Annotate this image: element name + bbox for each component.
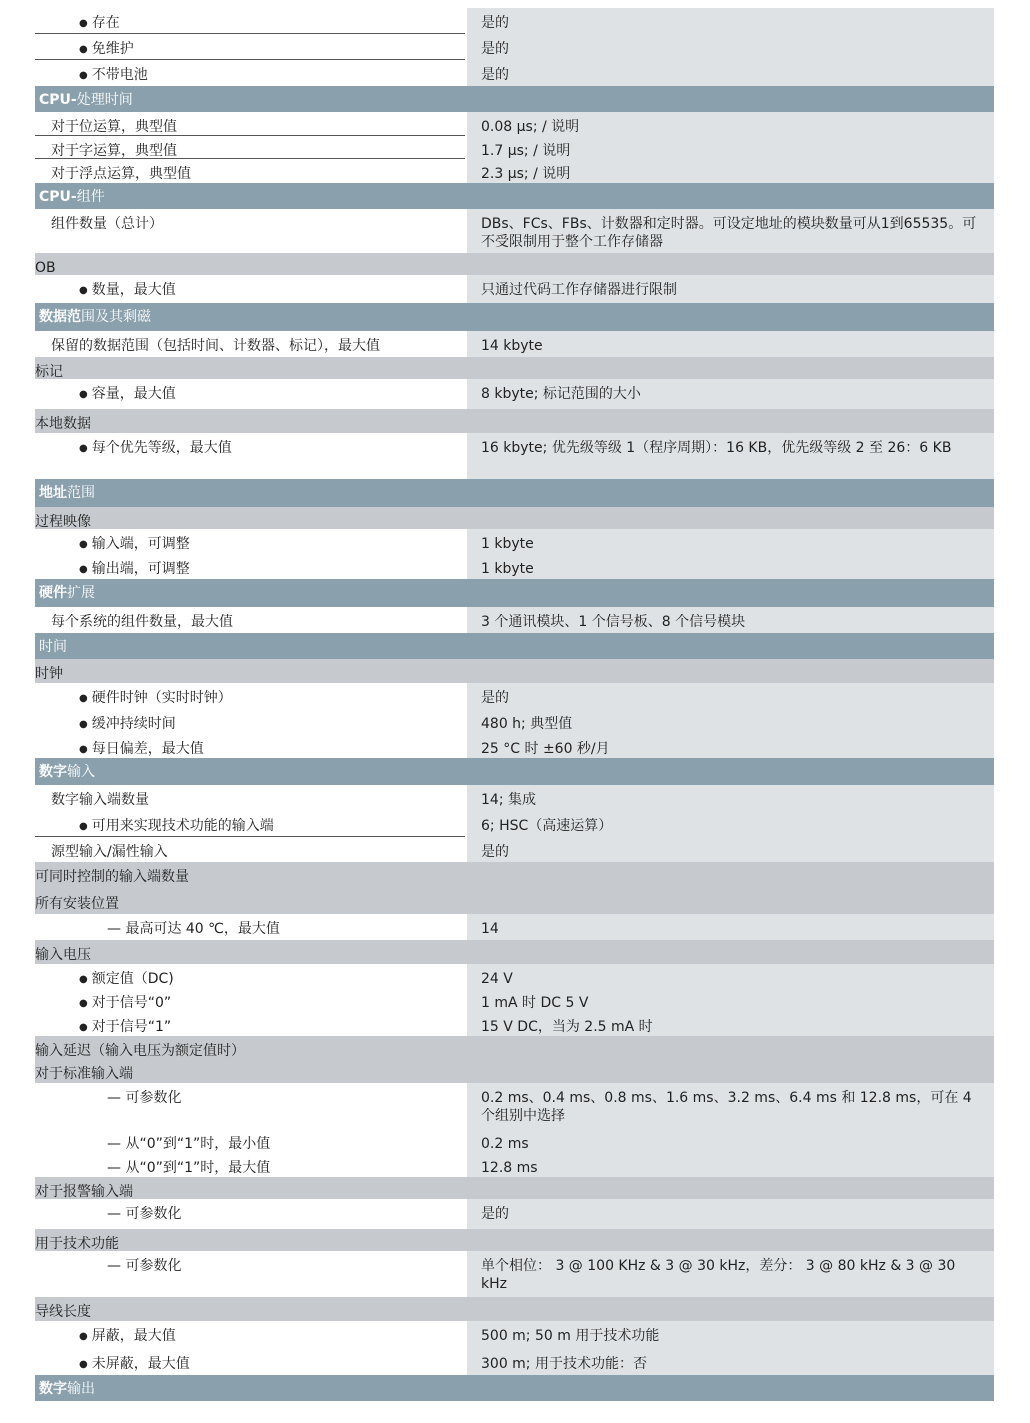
spec-label: ● 缓冲持续时间	[35, 709, 465, 734]
spec-label: 对于浮点运算，典型值	[51, 166, 191, 182]
spec-value: DBs、FCs、FBs、计数器和定时器。可设定地址的模块数量可从1到65535。可不受限制用于整个工作存储器	[467, 209, 994, 253]
spec-row	[35, 1349, 994, 1375]
subgroup-label: OB	[35, 260, 56, 276]
spec-row	[35, 1251, 994, 1297]
spec-label: ● 输出端，可调整	[35, 554, 465, 579]
spec-row	[35, 811, 994, 837]
subgroup-row	[35, 1036, 994, 1059]
section-header	[35, 303, 994, 331]
subgroup-row	[35, 357, 994, 379]
spec-value: 480 h; 典型值	[467, 709, 994, 734]
subgroup-row	[35, 1177, 994, 1199]
spec-label: ● 硬件时钟（实时时钟）	[35, 683, 465, 709]
spec-label: 源型输入/漏性输入	[51, 844, 168, 860]
section-header	[35, 86, 994, 112]
section-title-bold: 硬件	[39, 585, 67, 601]
section-title-rest: 围及其剩磁	[81, 309, 151, 325]
spec-table	[35, 8, 994, 1401]
section-header	[35, 479, 994, 507]
subgroup-label: 导线长度	[35, 1304, 91, 1320]
spec-label: — 从“0”到“1”时，最小值	[35, 1129, 465, 1153]
spec-row	[35, 8, 994, 34]
subgroup-value-cell	[467, 1177, 994, 1199]
spec-label: ● 数量，最大值	[35, 275, 465, 303]
spec-value: 16 kbyte; 优先级等级 1（程序周期）：16 KB，优先级等级 2 至 26：6 KB	[467, 433, 994, 479]
section-title-bold: CPU-	[39, 92, 77, 108]
spec-label: — 从“0”到“1”时，最大值	[35, 1153, 465, 1177]
subgroup-row	[35, 253, 994, 275]
spec-label: — 最高可达 40 ℃，最大值	[35, 914, 465, 940]
subgroup-value-cell	[467, 1036, 994, 1059]
subgroup-label: 可同时控制的输入端数量	[35, 869, 189, 885]
spec-label: ● 免维护	[35, 34, 465, 60]
section-title	[39, 308, 151, 326]
spec-value: 是的	[467, 34, 994, 60]
subgroup-label: 用于技术功能	[35, 1236, 119, 1252]
spec-label: ● 容量，最大值	[35, 379, 465, 409]
spec-value: 6; HSC（高速运算）	[467, 811, 994, 837]
spec-label: ● 存在	[35, 8, 465, 34]
spec-label: ● 每个优先等级，最大值	[35, 433, 465, 479]
subgroup-value-cell	[467, 1297, 994, 1321]
spec-value: 8 kbyte; 标记范围的大小	[467, 379, 994, 409]
spec-row	[35, 159, 994, 183]
subgroup-value-cell	[467, 253, 994, 275]
subgroup-row	[35, 940, 994, 964]
spec-value: 是的	[467, 60, 994, 86]
section-title	[39, 188, 105, 206]
spec-row	[35, 709, 994, 734]
spec-row	[35, 433, 994, 479]
section-title-bold: CPU-	[39, 189, 77, 205]
spec-row	[35, 1129, 994, 1153]
spec-row	[35, 988, 994, 1012]
spec-value: 0.2 ms	[467, 1129, 994, 1153]
spec-label: — 可参数化	[35, 1199, 465, 1229]
spec-label: 每个系统的组件数量，最大值	[51, 614, 233, 630]
subgroup-value-cell	[467, 357, 994, 379]
subgroup-label: 本地数据	[35, 416, 91, 432]
section-title	[39, 584, 95, 602]
section-title-rest: 输出	[67, 1381, 95, 1397]
section-title	[39, 91, 133, 109]
section-title	[39, 763, 95, 781]
spec-value: 是的	[467, 683, 994, 709]
spec-label: 组件数量（总计）	[51, 216, 163, 232]
section-header	[35, 1375, 994, 1401]
spec-row	[35, 60, 994, 86]
spec-row	[35, 34, 994, 60]
subgroup-row	[35, 409, 994, 433]
spec-value: 是的	[467, 837, 994, 862]
subgroup-value-cell	[467, 1059, 994, 1083]
spec-row	[35, 136, 994, 159]
section-title-rest: 处理时间	[76, 92, 133, 108]
spec-label: ● 额定值（DC)	[35, 964, 465, 988]
subgroup-row	[35, 1229, 994, 1251]
spec-row	[35, 734, 994, 758]
subgroup-row	[35, 889, 994, 914]
spec-label: 数字输入端数量	[51, 792, 149, 808]
section-title	[39, 1380, 95, 1398]
subgroup-row	[35, 862, 994, 889]
subgroup-label: 对于报警输入端	[35, 1184, 133, 1200]
subgroup-row	[35, 1297, 994, 1321]
spec-value: 1.7 µs; / 说明	[467, 136, 994, 159]
subgroup-value-cell	[467, 889, 994, 914]
subgroup-value-cell	[467, 659, 994, 683]
subgroup-value-cell	[467, 862, 994, 889]
spec-label: ● 对于信号“0”	[35, 988, 465, 1012]
spec-label: 保留的数据范围（包括时间、计数器、标记），最大值	[51, 338, 380, 354]
spec-row	[35, 964, 994, 988]
spec-label: — 可参数化	[35, 1083, 465, 1129]
spec-value: 300 m; 用于技术功能：否	[467, 1349, 994, 1375]
spec-row	[35, 785, 994, 811]
section-title	[39, 638, 67, 656]
subgroup-row	[35, 659, 994, 683]
section-title	[39, 484, 95, 502]
spec-value: 2.3 µs; / 说明	[467, 159, 994, 183]
spec-row	[35, 529, 994, 554]
spec-value: 25 °C 时 ±60 秒/月	[467, 734, 994, 758]
spec-value: 24 V	[467, 964, 994, 988]
spec-label: ● 每日偏差，最大值	[35, 734, 465, 758]
spec-label: ● 可用来实现技术功能的输入端	[35, 811, 465, 837]
spec-row	[35, 1083, 994, 1129]
subgroup-label: 输入电压	[35, 947, 91, 963]
spec-value: 是的	[467, 8, 994, 34]
spec-label: ● 未屏蔽，最大值	[35, 1349, 465, 1375]
subgroup-value-cell	[467, 940, 994, 964]
spec-value: 1 mA 时 DC 5 V	[467, 988, 994, 1012]
subgroup-label: 标记	[35, 364, 63, 380]
spec-row	[35, 209, 994, 253]
spec-label: 对于字运算，典型值	[35, 136, 465, 159]
spec-row	[35, 1012, 994, 1036]
spec-label: 对于位运算，典型值	[35, 112, 465, 136]
spec-row	[35, 607, 994, 633]
spec-row	[35, 275, 994, 303]
subgroup-value-cell	[467, 507, 994, 529]
spec-row	[35, 683, 994, 709]
subgroup-value-cell	[467, 1229, 994, 1251]
spec-value: 3 个通讯模块、1 个信号板、8 个信号模块	[467, 607, 994, 633]
spec-value: 1 kbyte	[467, 529, 994, 554]
subgroup-label: 所有安装位置	[35, 896, 119, 912]
subgroup-label: 时钟	[35, 666, 63, 682]
spec-value: 只通过代码工作存储器进行限制	[467, 275, 994, 303]
spec-label: ● 对于信号“1”	[35, 1012, 465, 1036]
spec-row	[35, 1321, 994, 1349]
section-header	[35, 183, 994, 209]
section-header	[35, 758, 994, 785]
section-title-bold: 地址	[39, 485, 67, 501]
subgroup-row	[35, 507, 994, 529]
section-title-bold: 数字	[39, 1381, 67, 1397]
subgroup-label: 输入延迟（输入电压为额定值时）	[35, 1043, 245, 1059]
section-title-bold: 数字	[39, 764, 67, 780]
spec-row	[35, 379, 994, 409]
spec-value: 12.8 ms	[467, 1153, 994, 1177]
spec-row	[35, 1153, 994, 1177]
spec-value: 是的	[467, 1199, 994, 1229]
section-title-rest: 组件	[76, 189, 105, 205]
subgroup-row	[35, 1059, 994, 1083]
spec-row	[35, 112, 994, 136]
spec-label: ● 不带电池	[35, 60, 465, 86]
spec-value: 14	[467, 914, 994, 940]
subgroup-label: 对于标准输入端	[35, 1066, 133, 1082]
spec-value: 14; 集成	[467, 785, 994, 811]
spec-value: 14 kbyte	[467, 331, 994, 357]
spec-value: 1 kbyte	[467, 554, 994, 579]
spec-value: 15 V DC，当为 2.5 mA 时	[467, 1012, 994, 1036]
spec-value: 单个相位： 3 @ 100 KHz & 3 @ 30 kHz，差分： 3 @ 80 kHz & 3 @ 30 kHz	[467, 1251, 994, 1297]
subgroup-value-cell	[467, 409, 994, 433]
section-header	[35, 633, 994, 659]
spec-row	[35, 914, 994, 940]
section-title-rest: 时间	[39, 639, 67, 655]
section-title-rest: 范围	[67, 485, 95, 501]
spec-row	[35, 1199, 994, 1229]
spec-row	[35, 554, 994, 579]
subgroup-label: 过程映像	[35, 514, 91, 530]
section-title-rest: 扩展	[67, 585, 95, 601]
spec-label: ● 屏蔽，最大值	[35, 1321, 465, 1349]
spec-value: 500 m; 50 m 用于技术功能	[467, 1321, 994, 1349]
spec-value: 0.08 µs; / 说明	[467, 112, 994, 136]
spec-row	[35, 837, 994, 862]
section-title-bold: 数据范	[39, 309, 81, 325]
spec-label: ● 输入端，可调整	[35, 529, 465, 554]
spec-value: 0.2 ms、0.4 ms、0.8 ms、1.6 ms、3.2 ms、6.4 ms 和 12.8 ms，可在 4 个组别中选择	[467, 1083, 994, 1129]
spec-row	[35, 331, 994, 357]
section-title-rest: 输入	[67, 764, 95, 780]
section-header	[35, 579, 994, 607]
spec-label: — 可参数化	[35, 1251, 465, 1297]
